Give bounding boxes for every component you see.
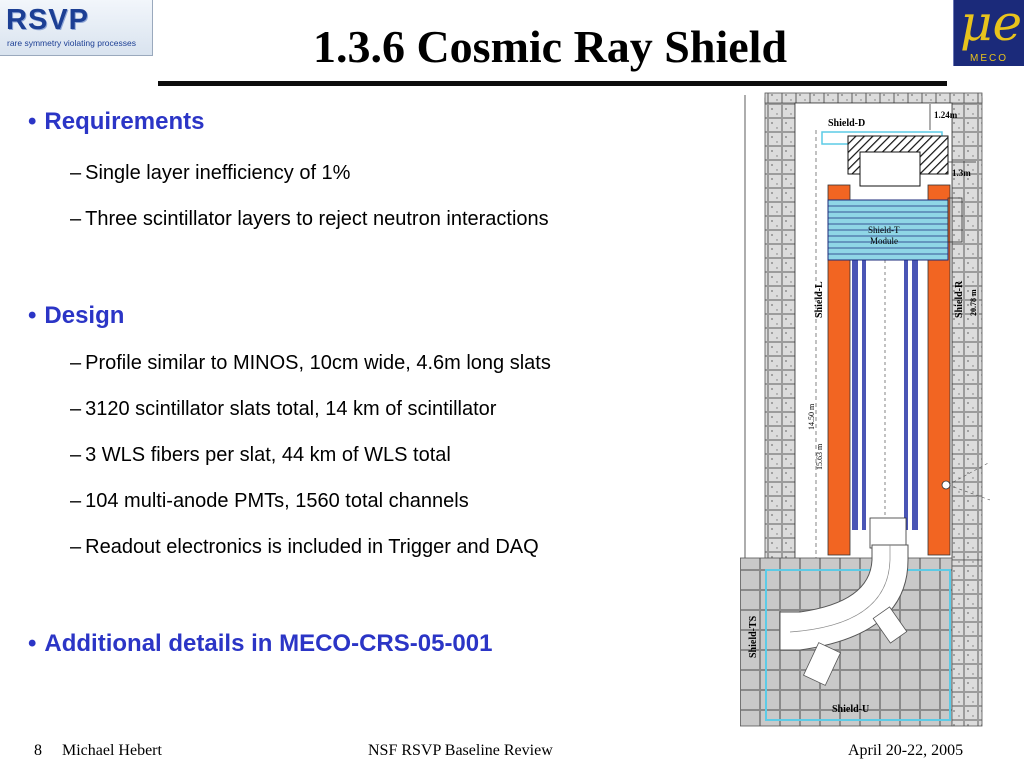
bullet-icon: • <box>28 302 37 329</box>
meco-logo <box>953 0 1024 66</box>
dash-icon: – <box>70 490 82 512</box>
label-module: Module <box>870 236 898 246</box>
list-item-text: 3120 scintillator slats total, 14 km of scintillator <box>85 398 497 420</box>
list-item <box>70 536 539 559</box>
list-item <box>70 398 496 421</box>
top-concrete-wall <box>765 93 982 103</box>
list-item-text: Three scintillator layers to reject neutron interactions <box>85 208 549 230</box>
label-shield-u: Shield-U <box>832 704 870 715</box>
dash-icon: – <box>70 398 82 420</box>
list-item-text: Single layer inefficiency of 1% <box>85 162 351 184</box>
label-dim-4: 14.50 m <box>807 403 816 430</box>
section-heading <box>28 108 204 136</box>
bullet-icon: • <box>28 108 37 135</box>
footer-author: Michael Hebert <box>62 742 162 759</box>
slide-title: 1.3.6 Cosmic Ray Shield <box>312 21 788 72</box>
label-dim-3: 20.78 m <box>969 289 978 316</box>
label-dim-2: 1.3m <box>952 168 971 178</box>
dash-icon: – <box>70 536 82 558</box>
footer-page-number: 8 <box>34 742 42 759</box>
dash-icon: – <box>70 352 82 374</box>
shield-d-opening <box>860 152 920 186</box>
footer-date: April 20-22, 2005 <box>848 742 964 759</box>
bullet-icon: • <box>28 630 37 657</box>
label-shield-d: Shield-D <box>828 118 866 129</box>
section-heading-text: Requirements <box>44 108 205 135</box>
list-item-text: 3 WLS fibers per slat, 44 km of WLS total <box>85 444 451 466</box>
section-heading <box>28 302 124 330</box>
rsvp-logo-tagline: rare symmetry violating processes <box>7 38 136 48</box>
cosmic-ray-shield-diagram <box>740 90 990 735</box>
section-heading <box>28 630 492 658</box>
list-item <box>70 444 451 467</box>
rail-left-inner <box>862 260 866 530</box>
list-item <box>70 490 469 513</box>
section-heading-text: Design <box>44 302 125 329</box>
list-item <box>70 352 551 375</box>
list-item-text: Readout electronics is included in Trigger and DAQ <box>85 536 539 558</box>
dash-icon: – <box>70 444 82 466</box>
rsvp-logo <box>0 0 153 56</box>
label-shield-l: Shield-L <box>814 281 825 318</box>
meco-logo-name: MECO <box>970 53 1008 64</box>
label-dim-5: 15.63 m <box>815 443 824 470</box>
label-dim-1: 1.24m <box>934 110 958 120</box>
section-heading-text: Additional details in MECO-CRS-05-001 <box>44 630 493 657</box>
lower-block-area <box>740 558 952 726</box>
dash-icon: – <box>70 208 82 230</box>
footer-event: NSF RSVP Baseline Review <box>368 742 553 759</box>
title-divider <box>158 81 947 86</box>
lower-right-wall <box>952 560 982 726</box>
rail-left-outer <box>852 260 858 530</box>
list-item <box>70 162 350 185</box>
dash-icon: – <box>70 162 82 184</box>
list-item <box>70 208 549 231</box>
rsvp-logo-name: RSVP <box>6 4 89 36</box>
label-shield-ts: Shield-TS <box>748 615 759 658</box>
list-item-text: 104 multi-anode PMTs, 1560 total channels <box>85 490 469 512</box>
label-shield-r: Shield-R <box>954 280 965 318</box>
meco-mu-glyph-icon: μe <box>960 0 1023 52</box>
rail-right-inner <box>904 260 908 530</box>
left-concrete-wall <box>765 98 795 560</box>
label-shield-t: Shield-T <box>868 225 900 235</box>
rail-right-outer <box>912 260 918 530</box>
list-item-text: Profile similar to MINOS, 10cm wide, 4.6m long slats <box>85 352 551 374</box>
